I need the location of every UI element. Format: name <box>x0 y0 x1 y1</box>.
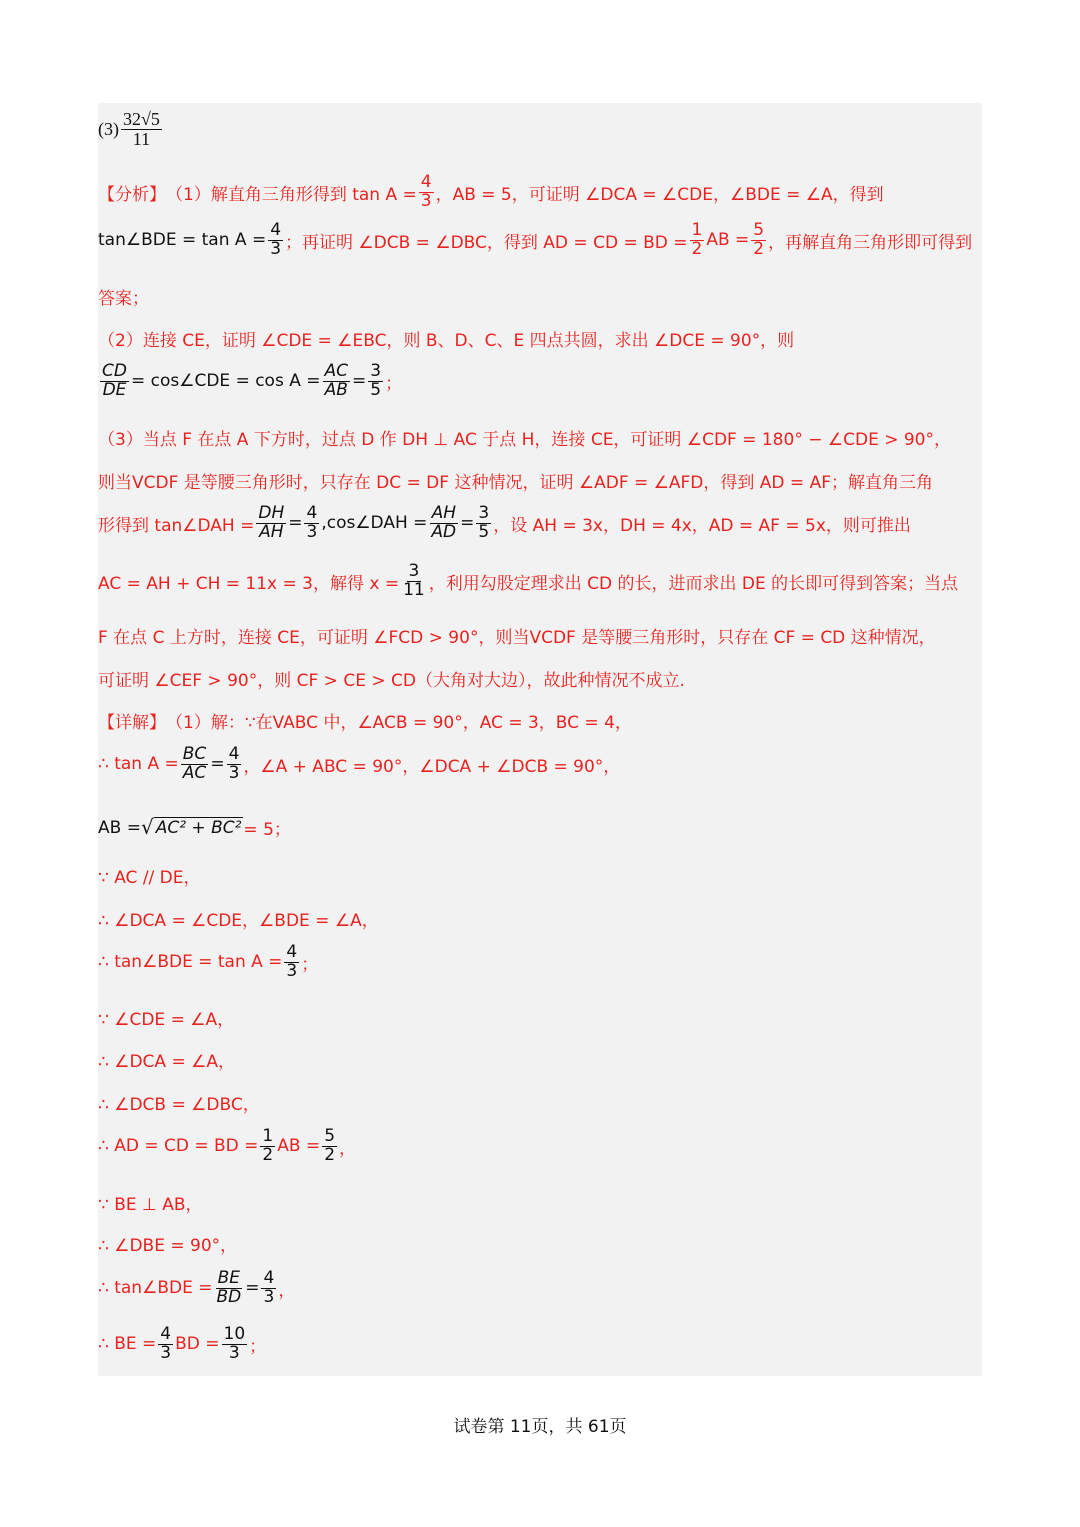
fraction: $\frac{4}{3}$ <box>160 1324 172 1363</box>
fraction: $\frac{DH}{AH}$ <box>258 503 285 542</box>
fraction: $\frac{1}{2}$ <box>262 1126 274 1165</box>
fraction: $\frac{4}{3}$ <box>263 1268 275 1307</box>
fraction: $\frac{AH}{AD}$ <box>431 503 457 542</box>
analysis-line-4: （2）连接 CE，证明 ∠CDE = ∠EBC，则 B、D、C、E 四点共圆，求出 ∠DCE = 90°，则 <box>98 331 795 351</box>
detail-line-10: ∴ AD = CD = BD = $\frac{1}{2}$ AB = $\frac{5}{2}$ ， <box>98 1126 357 1165</box>
detail-line-6: ∴ tan∠BDE = tan A = $\frac{4}{3}$ ； <box>98 942 319 981</box>
analysis-line-3: 答案； <box>98 289 149 309</box>
analysis-line-1: 【分析】 （1）解直角三角形得到 tan A = $\frac{4}{3}$ ，AB = 5，可证明 ∠DCA = ∠CDE，∠BDE = ∠A，得到 <box>98 172 884 211</box>
fraction: $\frac{4}{3}$ <box>270 220 282 259</box>
analysis-line-5: $\frac{CD}{DE}$ = cos∠CDE = cos A = $\frac{AC}{AB}$ = $\frac{3}{5}$ ； <box>102 361 403 400</box>
analysis-line-6: （3）当点 F 在点 A 下方时，过点 D 作 DH ⊥ AC 于点 H，连接 CE，可证明 ∠CDF = 180° − ∠CDE > 90°， <box>98 430 951 450</box>
detail-line-5: ∴ ∠DCA = ∠CDE，∠BDE = ∠A， <box>98 911 379 931</box>
page-footer: 试卷第 11页，共 61页 <box>453 1417 627 1437</box>
fraction: $\frac{CD}{DE}$ <box>102 361 127 400</box>
radical-icon: √ <box>140 815 154 839</box>
answer-3 <box>98 110 164 149</box>
content-panel <box>98 103 982 1376</box>
analysis-line-7: 则当VCDF 是等腰三角形时，只存在 DC = DF 这种情况，证明 ∠ADF = ∠AFD，得到 AD = AF；解直角三角 <box>98 473 933 493</box>
fraction: $\frac{4}{3}$ <box>306 503 318 542</box>
analysis-line-9: AC = AH + CH = 11x = 3，解得 x = $\frac{3}{11}$ ，利用勾股定理求出 CD 的长，进而求出 DE 的长即可得到答案；当点 <box>98 561 959 600</box>
fraction: $\frac{4}{3}$ <box>228 744 240 783</box>
square-root: √ AC² + BC² <box>140 815 242 839</box>
detail-line-9: ∴ ∠DCB = ∠DBC， <box>98 1095 260 1115</box>
analysis-line-2: tan∠BDE = tan A = $\frac{4}{3}$ ；再证明 ∠DCB = ∠DBC，得到 AD = CD = BD = $\frac{1}{2}$ AB = $\frac{5}{2}$ ，再解直角三角形即可得到 <box>98 220 973 259</box>
fraction: $\frac{3}{5}$ <box>478 503 490 542</box>
fraction: $\frac{3}{5}$ <box>370 361 382 400</box>
fraction: $\frac{4}{3}$ <box>286 942 298 981</box>
detail-line-4: ∵ AC // DE， <box>98 868 201 888</box>
answer-3-fraction: $\frac{32√5}{11}$ <box>123 109 160 149</box>
fraction: $\frac{AC}{AB}$ <box>324 361 349 400</box>
analysis-line-8: 形得到 tan∠DAH = $\frac{DH}{AH}$ = $\frac{4}{3}$ ,cos∠DAH = $\frac{AH}{AD}$ = $\frac{3}{5}$ ，设 AH = 3x，DH = 4x，AD = AF = 5x，则可推出 <box>98 503 911 542</box>
detail-line-8: ∴ ∠DCA = ∠A， <box>98 1052 235 1072</box>
fraction: $\frac{10}{3}$ <box>223 1324 246 1363</box>
detail-line-14: ∴ BE = $\frac{4}{3}$ BD = $\frac{10}{3}$ ； <box>98 1324 267 1363</box>
detail-line-1: 【详解】 （1）解：∵在VABC 中，∠ACB = 90°，AC = 3，BC = 4， <box>98 713 632 733</box>
analysis-line-10: F 在点 C 上方时，连接 CE，可证明 ∠FCD > 90°，则当VCDF 是等腰三角形时，只存在 CF = CD 这种情况， <box>98 628 936 648</box>
detail-line-12: ∴ ∠DBE = 90°， <box>98 1236 238 1256</box>
fraction: $\frac{BC}{AC}$ <box>182 744 207 783</box>
analysis-line-11: 可证明 ∠CEF > 90°，则 CF > CE > CD（大角对大边），故此种情况不成立. <box>98 671 685 691</box>
detail-line-13: ∴ tan∠BDE = $\frac{BE}{BD}$ = $\frac{4}{3}$ ， <box>98 1268 296 1307</box>
detail-line-2: ∴ tan A = $\frac{BC}{AC}$ = $\frac{4}{3}$ ，∠A + ABC = 90°，∠DCA + ∠DCB = 90°， <box>98 744 621 783</box>
fraction: $\frac{5}{2}$ <box>753 220 765 259</box>
answer-3-label: (3) <box>98 118 119 139</box>
detail-line-3: AB = √ AC² + BC² = 5； <box>98 815 291 840</box>
fraction: $\frac{3}{11}$ <box>403 561 425 600</box>
fraction: $\frac{1}{2}$ <box>691 220 703 259</box>
fraction: $\frac{4}{3}$ <box>420 172 432 211</box>
fraction: $\frac{BE}{BD}$ <box>216 1268 242 1307</box>
detail-line-7: ∵ ∠CDE = ∠A， <box>98 1010 235 1030</box>
detail-line-11: ∵ BE ⊥ AB， <box>98 1195 203 1215</box>
fraction: $\frac{5}{2}$ <box>324 1126 336 1165</box>
